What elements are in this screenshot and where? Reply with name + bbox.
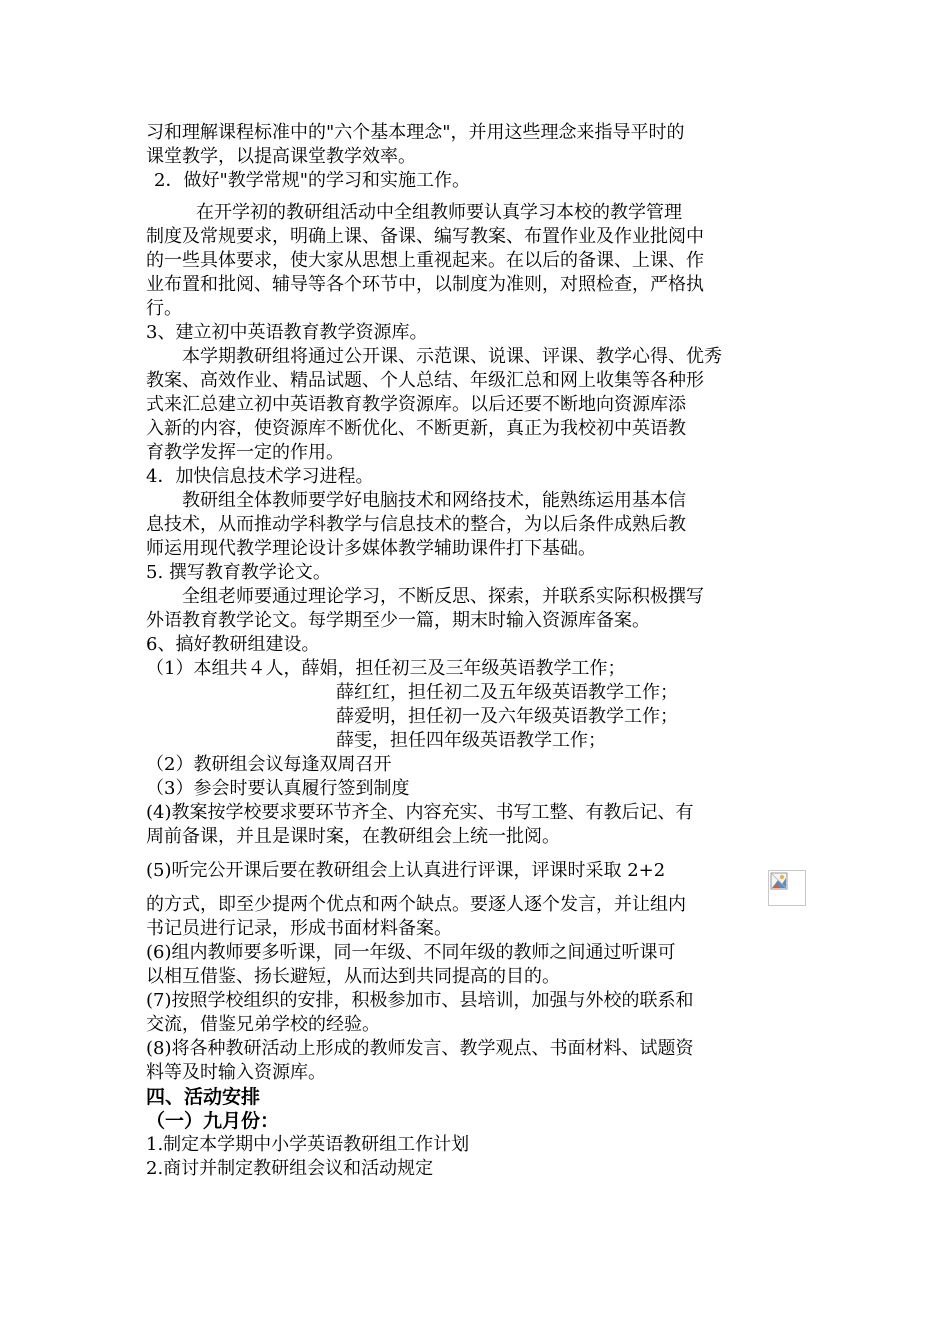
broken-image-icon [768, 870, 806, 906]
text-line: 料等及时输入资源库。 [146, 1062, 326, 1083]
text-line: 课堂教学，以提高课堂教学效率。 [146, 146, 416, 167]
text-line: 入新的内容，使资源库不断优化、不断更新，真正为我校初中英语教 [146, 418, 686, 439]
text-line: 育教学发挥一定的作用。 [146, 442, 344, 463]
document-body [146, 121, 808, 1181]
text-line: 交流，借鉴兄弟学校的经验。 [146, 1014, 380, 1035]
text-line: 教案、高效作业、精品试题、个人总结、年级汇总和网上收集等各种形 [146, 370, 704, 391]
text-line: 业布置和批阅、辅导等各个环节中，以制度为准则，对照检查，严格执 [146, 274, 704, 295]
text-line: 制度及常规要求，明确上课、备课、编写教案、布置作业及作业批阅中 [146, 226, 704, 247]
text-line: 教研组全体教师要学好电脑技术和网络技术，能熟练运用基本信 [182, 490, 686, 511]
text-line: 1.制定本学期中小学英语教研组工作计划 [146, 1134, 470, 1155]
text-line: (4)教案按学校要求要环节齐全、内容充实、书写工整、有教后记、有 [146, 802, 694, 823]
text-line: (7)按照学校组织的安排，积极参加市、县培训，加强与外校的联系和 [146, 990, 694, 1011]
text-line: 的一些具体要求，使大家从思想上重视起来。在以后的备课、上课、作 [146, 250, 704, 271]
text-line: 书记员进行记录，形成书面材料备案。 [146, 918, 452, 939]
text-line: 行。 [146, 298, 182, 319]
text-line: 以相互借鉴、扬长避短，从而达到共同提高的目的。 [146, 966, 560, 987]
item-heading: 3、建立初中英语教育教学资源库。 [146, 322, 428, 343]
text-line: (5)听完公开课后要在教研组会上认真进行评课，评课时采取 2+2 [146, 860, 666, 881]
text-line: (8)将各种教研活动上形成的教师发言、教学观点、书面材料、试题资 [146, 1038, 694, 1059]
text-line: 息技术，从而推动学科教学与信息技术的整合，为以后条件成熟后教 [146, 514, 686, 535]
text-line: 习和理解课程标准中的"六个基本理念"，并用这些理念来指导平时的 [146, 122, 685, 143]
section-heading: 四、活动安排 [146, 1086, 261, 1108]
item-heading: 2．做好"教学常规"的学习和实施工作。 [154, 170, 471, 191]
text-line: 周前备课，并且是课时案，在教研组会上统一批阅。 [146, 826, 560, 847]
text-line: 薛雯，担任四年级英语教学工作； [336, 730, 606, 751]
text-line: (6)组内教师要多听课，同一年级、不同年级的教师之间通过听课可 [146, 942, 676, 963]
text-line: 式来汇总建立初中英语教育教学资源库。以后还要不断地向资源库添 [146, 394, 686, 415]
text-line: 在开学初的教研组活动中全组教师要认真学习本校的教学管理 [196, 202, 682, 223]
subsection-heading: （一）九月份： [146, 1110, 280, 1132]
text-line: 薛爱明，担任初一及六年级英语教学工作； [336, 706, 678, 727]
text-line: 师运用现代教学理论设计多媒体教学辅助课件打下基础。 [146, 538, 596, 559]
text-line: 的方式，即至少提两个优点和两个缺点。要逐人逐个发言，并让组内 [146, 894, 686, 915]
text-line: （3）参会时要认真履行签到制度 [146, 778, 410, 799]
text-line: （2）教研组会议每逢双周召开 [146, 754, 392, 775]
item-heading: 5. 撰写教育教学论文。 [146, 562, 331, 583]
text-line: 外语教育教学论文。每学期至少一篇，期末时输入资源库备案。 [146, 610, 650, 631]
text-line: 本学期教研组将通过公开课、示范课、说课、评课、教学心得、优秀 [182, 346, 722, 367]
text-line: 薛红红，担任初二及五年级英语教学工作； [336, 682, 678, 703]
item-heading: 4．加快信息技术学习进程。 [146, 466, 374, 487]
text-line: 2.商讨并制定教研组会议和活动规定 [146, 1158, 434, 1179]
text-line: 全组老师要通过理论学习，不断反思、探索，并联系实际积极撰写 [182, 586, 704, 607]
item-heading: 6、搞好教研组建设。 [146, 634, 320, 655]
text-line: （1）本组共４人，薛娟，担任初三及三年级英语教学工作； [146, 658, 626, 679]
